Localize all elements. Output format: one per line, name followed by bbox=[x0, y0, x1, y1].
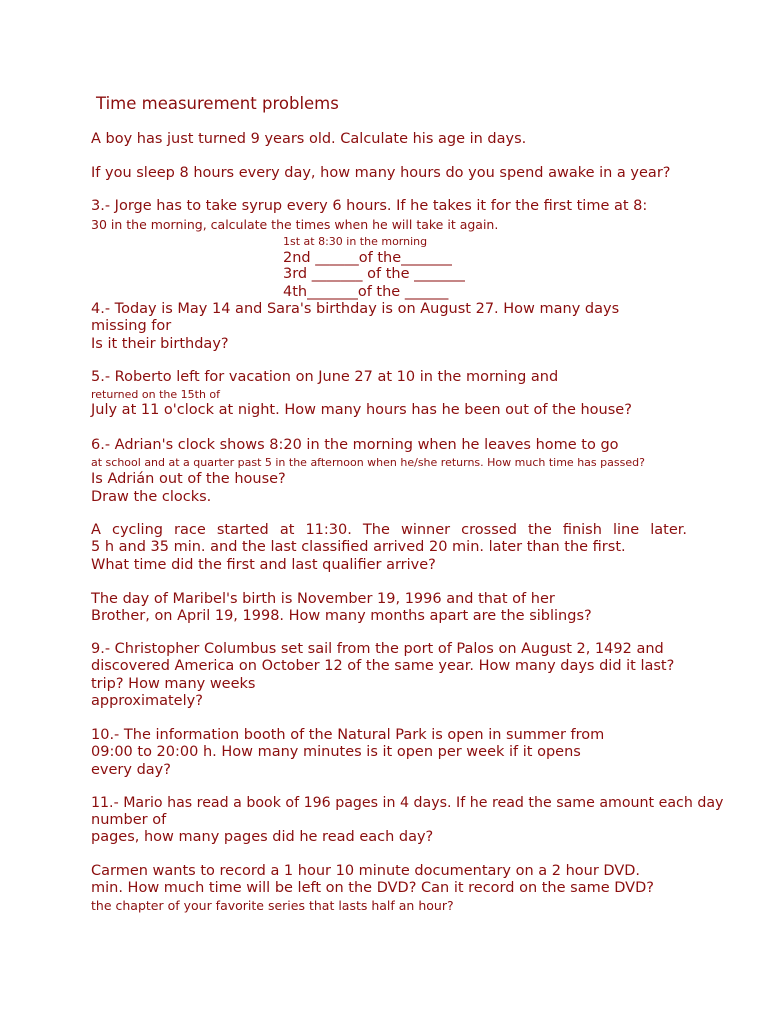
text-line: every day? bbox=[91, 762, 171, 778]
text-line: If you sleep 8 hours every day, how many hours do you spend awake in a year? bbox=[91, 165, 671, 181]
text-line: trip? How many weeks bbox=[91, 676, 256, 692]
text-line: at school and at a quarter past 5 in the afternoon when he/she returns. How much time has passed? bbox=[91, 456, 645, 469]
text-line: Brother, on April 19, 1998. How many months apart are the siblings? bbox=[91, 608, 592, 624]
text-line: 30 in the morning, calculate the times when he will take it again. bbox=[91, 217, 499, 232]
text-line: What time did the first and last qualifier arrive? bbox=[91, 557, 436, 573]
text-line: 11.- Mario has read a book of 196 pages in 4 days. If he read the same amount each day bbox=[91, 795, 724, 811]
text-line: 3.- Jorge has to take syrup every 6 hours. If he takes it for the first time at 8: bbox=[91, 198, 648, 214]
text-line: 4th_______of the ______ bbox=[283, 284, 449, 300]
text-line: 1st at 8:30 in the morning bbox=[283, 235, 428, 248]
text-line: approximately? bbox=[91, 693, 203, 709]
text-line: July at 11 o'clock at night. How many hours has he been out of the house? bbox=[91, 402, 632, 418]
text-line: 5 h and 35 min. and the last classified arrived 20 min. later than the first. bbox=[91, 539, 626, 555]
text-line: A boy has just turned 9 years old. Calculate his age in days. bbox=[91, 131, 527, 147]
text-line: Is Adrián out of the house? bbox=[91, 471, 286, 487]
text-line: A cycling race started at 11:30. The winner crossed the finish line later. bbox=[91, 522, 687, 538]
text-line: 3rd _______ of the _______ bbox=[283, 266, 465, 282]
text-line: Draw the clocks. bbox=[91, 489, 212, 505]
text-line: number of bbox=[91, 812, 167, 828]
text-line: 6.- Adrian's clock shows 8:20 in the morning when he leaves home to go bbox=[91, 437, 619, 453]
text-line: The day of Maribel's birth is November 19, 1996 and that of her bbox=[91, 591, 555, 607]
text-line: missing for bbox=[91, 318, 172, 334]
text-line: 5.- Roberto left for vacation on June 27 at 10 in the morning and bbox=[91, 369, 559, 385]
text-line: Is it their birthday? bbox=[91, 336, 229, 352]
text-line: the chapter of your favorite series that lasts half an hour? bbox=[91, 898, 454, 913]
text-line: 2nd ______of the_______ bbox=[283, 250, 452, 266]
text-line: min. How much time will be left on the DVD? Can it record on the same DVD? bbox=[91, 880, 654, 896]
text-line: 09:00 to 20:00 h. How many minutes is it open per week if it opens bbox=[91, 744, 581, 760]
text-line: discovered America on October 12 of the same year. How many days did it last? bbox=[91, 658, 675, 674]
text-line: 10.- The information booth of the Natural Park is open in summer from bbox=[91, 727, 605, 743]
text-line: 4.- Today is May 14 and Sara's birthday is on August 27. How many days bbox=[91, 301, 620, 317]
page-title: Time measurement problems bbox=[96, 94, 339, 113]
text-line: returned on the 15th of bbox=[91, 388, 221, 401]
text-line: pages, how many pages did he read each day? bbox=[91, 829, 434, 845]
text-line: 9.- Christopher Columbus set sail from the port of Palos on August 2, 1492 and bbox=[91, 641, 664, 657]
text-line: Carmen wants to record a 1 hour 10 minute documentary on a 2 hour DVD. bbox=[91, 863, 641, 879]
